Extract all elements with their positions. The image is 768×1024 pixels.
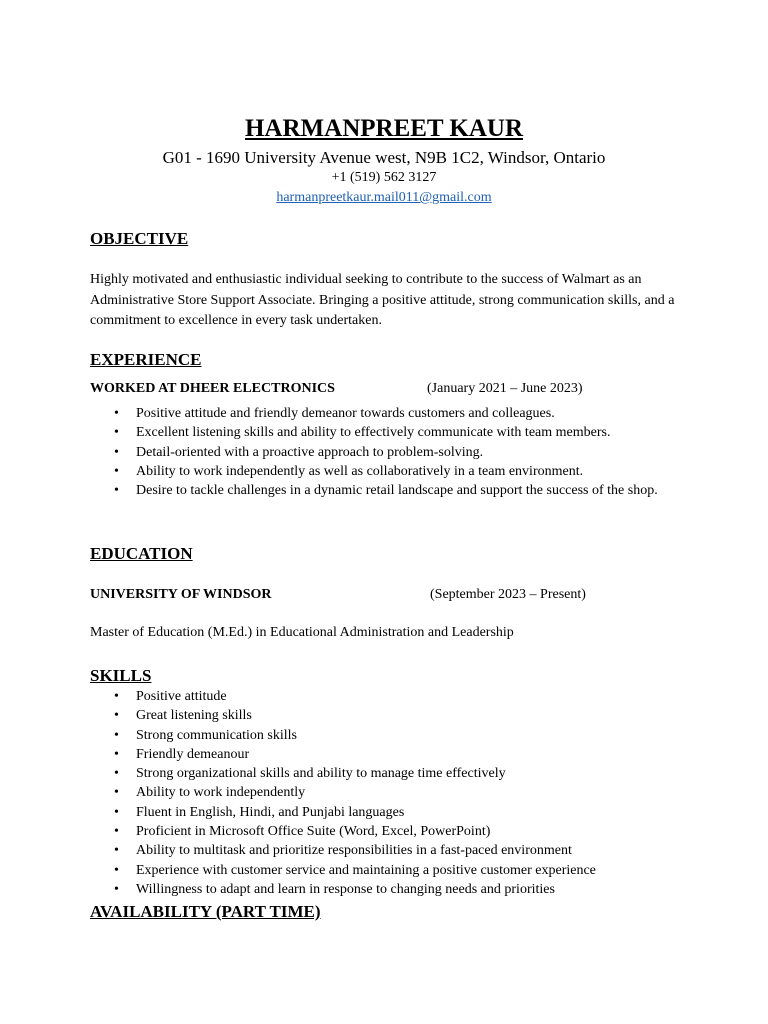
list-item: • Willingness to adapt and learn in response to changing needs and priorities <box>112 880 680 899</box>
experience-list <box>112 404 680 500</box>
list-item: • Positive attitude and friendly demeanor towards customers and colleagues. <box>112 404 680 423</box>
objective-text: Highly motivated and enthusiastic individual seeking to contribute to the success of Walmart as an Administrative Store Support Associate. Bringing a positive attitude, strong communication skills, and a commitment to excellence in every task undertaken. <box>90 272 675 328</box>
skills-heading: SKILLS <box>90 666 152 685</box>
experience-heading: EXPERIENCE <box>90 350 202 369</box>
list-item: • Strong organizational skills and ability to manage time effectively <box>112 764 680 783</box>
school-name: UNIVERSITY OF WINDSOR <box>90 587 272 602</box>
availability-heading: AVAILABILITY (PART TIME) <box>90 902 321 921</box>
education-heading: EDUCATION <box>90 544 193 563</box>
list-item: • Fluent in English, Hindi, and Punjabi languages <box>112 803 680 822</box>
email-container <box>0 189 768 207</box>
list-item: • Strong communication skills <box>112 726 680 745</box>
job-title: WORKED AT DHEER ELECTRONICS <box>90 381 335 396</box>
list-item: • Proficient in Microsoft Office Suite (Word, Excel, PowerPoint) <box>112 822 680 841</box>
skills-list <box>112 687 680 899</box>
email-link[interactable]: harmanpreetkaur.mail011@gmail.com <box>276 190 492 205</box>
degree-text: Master of Education (M.Ed.) in Educational Administration and Leadership <box>90 625 514 640</box>
phone-number: +1 (519) 562 3127 <box>331 170 437 185</box>
objective-heading: OBJECTIVE <box>90 229 189 248</box>
list-item: • Friendly demeanour <box>112 745 680 764</box>
list-item: • Experience with customer service and maintaining a positive customer experience <box>112 861 680 880</box>
list-item: • Positive attitude <box>112 687 680 706</box>
list-item: • Desire to tackle challenges in a dynamic retail landscape and support the success of the shop. <box>112 481 680 500</box>
education-dates: (September 2023 – Present) <box>430 587 586 602</box>
candidate-name: HARMANPREET KAUR <box>244 115 523 142</box>
list-item: • Ability to work independently <box>112 783 680 802</box>
list-item: • Detail-oriented with a proactive approach to problem-solving. <box>112 443 680 462</box>
list-item: • Great listening skills <box>112 706 680 725</box>
list-item: • Excellent listening skills and ability to effectively communicate with team members. <box>112 423 680 442</box>
list-item: • Ability to multitask and prioritize responsibilities in a fast-paced environment <box>112 841 680 860</box>
list-item: • Ability to work independently as well as collaboratively in a team environment. <box>112 462 680 481</box>
job-dates: (January 2021 – June 2023) <box>427 381 583 396</box>
address: G01 - 1690 University Avenue west, N9B 1C2, Windsor, Ontario <box>162 148 606 167</box>
